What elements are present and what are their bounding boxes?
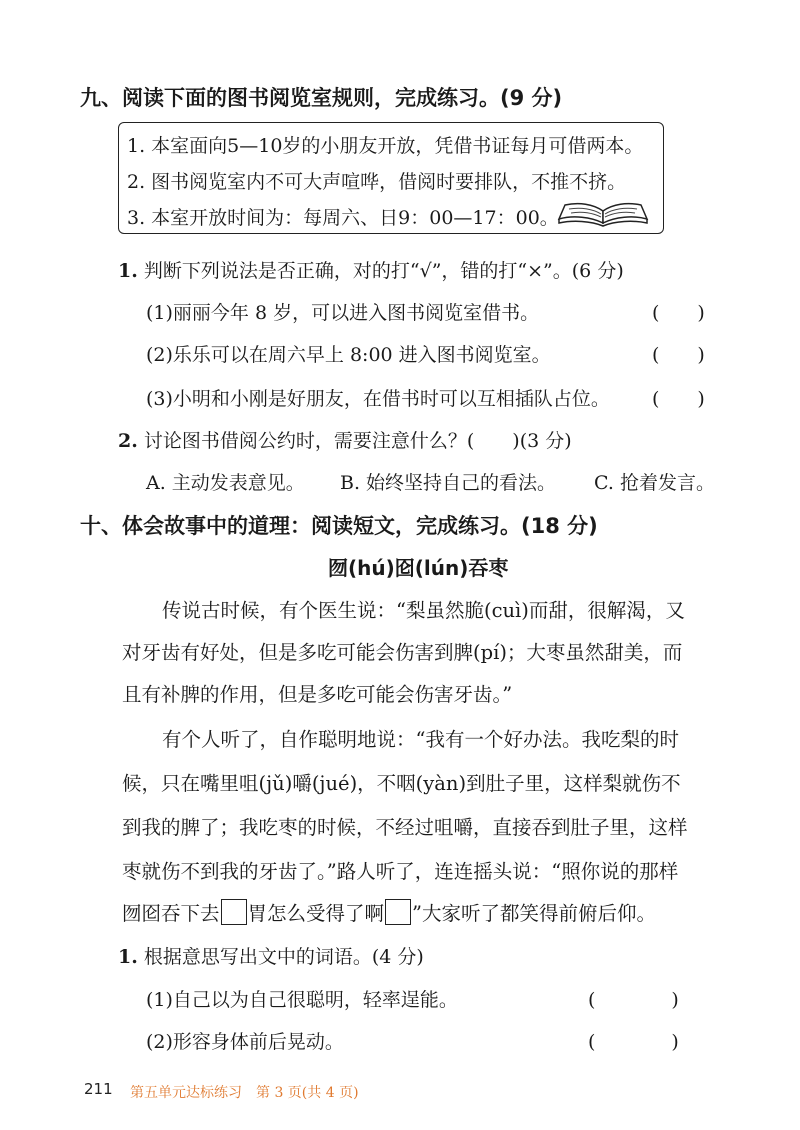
section-10-title: 十、体会故事中的道理：阅读短文，完成练习。(18 分) bbox=[80, 514, 598, 538]
s9-q1-number: 1. bbox=[118, 260, 138, 282]
s9-q2-text: 讨论图书借阅公约时，需要注意什么？( )(3 分) bbox=[143, 430, 572, 452]
punctuation-blank-box-1[interactable] bbox=[221, 899, 247, 925]
para1-line-1: 传说古时候，有个医生说：“梨虽然脆(cuì)而甜，很解渴，又 bbox=[162, 599, 685, 622]
para2-line-5 bbox=[122, 898, 656, 926]
section-9-title: 九、阅读下面的图书阅览室规则，完成练习。(9 分) bbox=[80, 86, 563, 110]
rules-box bbox=[118, 122, 664, 234]
rule-2: 2. 图书阅览室内不可大声喧哗，借阅时要排队，不推不挤。 bbox=[127, 171, 627, 193]
s9-q2-number: 2. bbox=[118, 430, 138, 452]
s9-q1-item-2: (2)乐乐可以在周六早上 8:00 进入图书阅览室。 bbox=[146, 344, 551, 366]
s9-q1-answer-1[interactable]: ( ) bbox=[652, 302, 705, 324]
para2-line-3: 到我的脾了；我吃枣的时候，不经过咀嚼，直接吞到肚子里，这样 bbox=[122, 816, 688, 839]
s9-q2-option-c[interactable]: C. 抢着发言。 bbox=[594, 472, 715, 494]
story-title: 囫(hú)囵(lún)吞枣 bbox=[328, 556, 509, 580]
s10-q1-item-1: (1)自己以为自己很聪明，轻率逞能。 bbox=[146, 989, 458, 1011]
para2-line-4: 枣就伤不到我的牙齿了。”路人听了，连连摇头说：“照你说的那样 bbox=[122, 860, 679, 883]
para1-line-2: 对牙齿有好处，但是多吃可能会伤害到脾(pí)；大枣虽然甜美，而 bbox=[122, 641, 683, 664]
s9-q1-answer-2[interactable]: ( ) bbox=[652, 344, 705, 366]
footer-caption: 第五单元达标练习 第 3 页(共 4 页) bbox=[130, 1085, 359, 1101]
para1-line-3: 且有补脾的作用，但是多吃可能会伤害牙齿。” bbox=[122, 683, 513, 706]
s9-q1-item-1: (1)丽丽今年 8 岁，可以进入图书阅览室借书。 bbox=[146, 302, 540, 324]
s9-q2-option-b[interactable]: B. 始终坚持自己的看法。 bbox=[340, 472, 557, 494]
s10-q1-answer-1[interactable]: ( ) bbox=[588, 989, 679, 1011]
s9-question-2 bbox=[118, 426, 572, 453]
open-book-icon bbox=[555, 199, 651, 227]
para2-line-5-part-2: 胃怎么受得了啊 bbox=[247, 902, 385, 925]
s10-q1-text: 根据意思写出文中的词语。(4 分) bbox=[143, 946, 424, 968]
s10-q1-answer-2[interactable]: ( ) bbox=[588, 1031, 679, 1053]
s9-q1-text: 判断下列说法是否正确，对的打“√”，错的打“×”。(6 分) bbox=[143, 260, 624, 282]
para2-line-1: 有个人听了，自作聪明地说：“我有一个好办法。我吃梨的时 bbox=[162, 728, 679, 751]
page-number: 211 bbox=[84, 1080, 113, 1098]
s9-q1-item-3: (3)小明和小刚是好朋友，在借书时可以互相插队占位。 bbox=[146, 388, 610, 410]
para2-line-5-part-1: 囫囵吞下去 bbox=[122, 902, 220, 925]
para2-line-5-part-3: ”大家听了都笑得前俯后仰。 bbox=[412, 902, 657, 925]
s9-q1-answer-3[interactable]: ( ) bbox=[652, 388, 705, 410]
rule-1: 1. 本室面向5—10岁的小朋友开放，凭借书证每月可借两本。 bbox=[127, 135, 644, 157]
s10-q1-item-2: (2)形容身体前后晃动。 bbox=[146, 1031, 344, 1053]
s9-question-1 bbox=[118, 256, 624, 283]
s10-q1-number: 1. bbox=[118, 946, 138, 968]
punctuation-blank-box-2[interactable] bbox=[385, 899, 411, 925]
rule-3: 3. 本室开放时间为：每周六、日9：00—17：00。 bbox=[127, 207, 559, 229]
s9-q2-option-a[interactable]: A. 主动发表意见。 bbox=[146, 472, 305, 494]
para2-line-2: 候，只在嘴里咀(jǔ)嚼(jué)，不咽(yàn)到肚子里，这样梨就伤不 bbox=[122, 772, 681, 795]
s10-question-1 bbox=[118, 942, 424, 969]
